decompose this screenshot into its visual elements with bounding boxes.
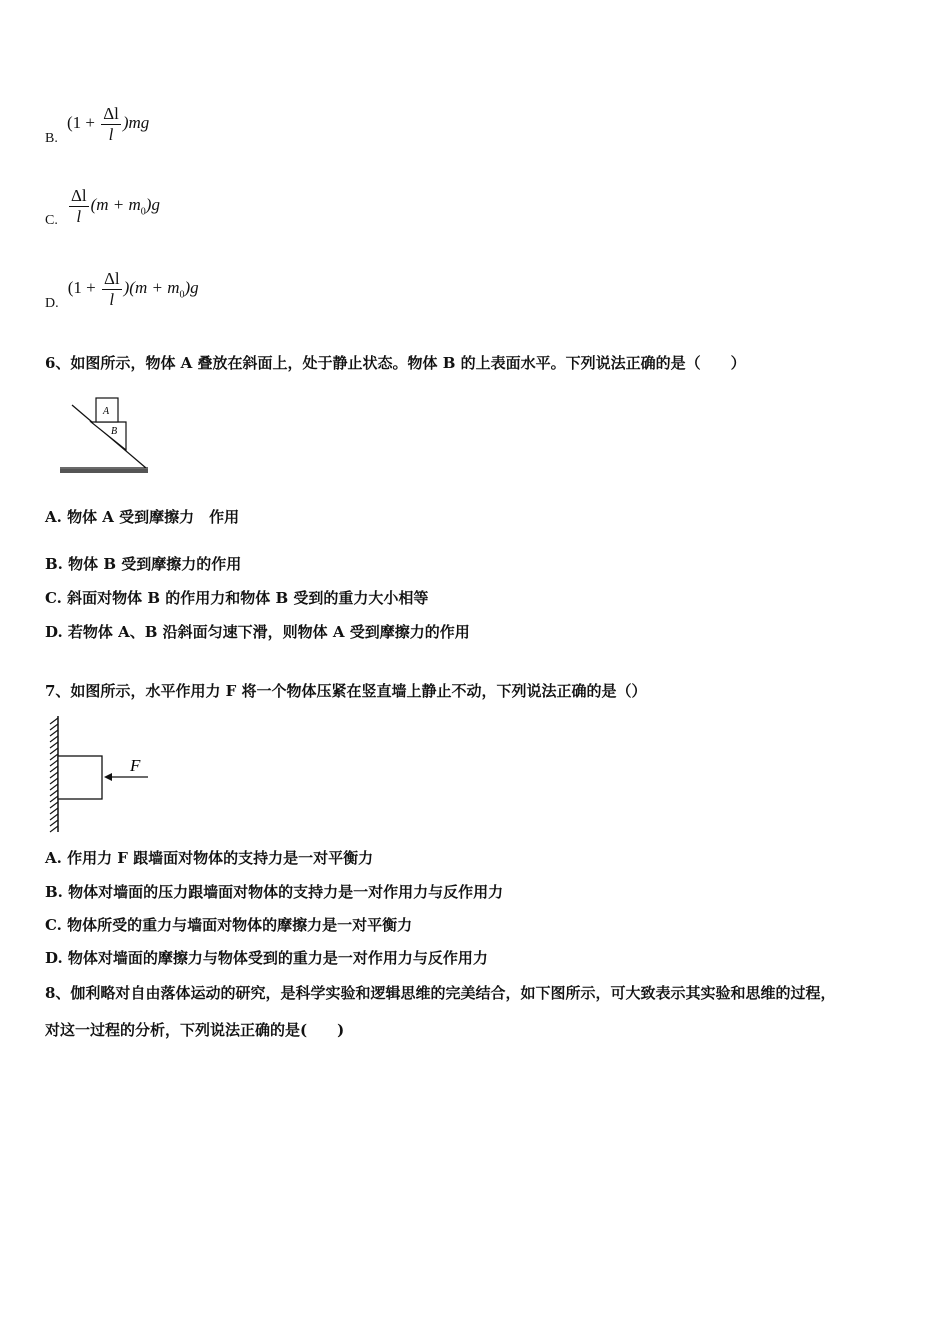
hatch-mark (50, 778, 58, 784)
hatch-mark (50, 784, 58, 790)
q7-option-c: C. 物体所受的重力与墙面对物体的摩擦力是一对平衡力 (45, 916, 413, 934)
hatch-mark (50, 820, 58, 826)
formula-b (66, 104, 150, 144)
formula-part: (1 + (67, 278, 100, 298)
q7-option-b: B. 物体对墙面的压力跟墙面对物体的支持力是一对作用力与反作用力 (45, 883, 504, 901)
hatch-mark (50, 790, 58, 796)
hatch-mark (50, 724, 58, 730)
hatch-mark (50, 742, 58, 748)
fraction (69, 186, 89, 227)
hatch-mark (50, 748, 58, 754)
hatch-mark (50, 772, 58, 778)
wall-hatching (50, 718, 58, 832)
fraction-numerator: Δl (103, 269, 120, 288)
q5-option-d (45, 269, 199, 310)
hatch-mark (50, 814, 58, 820)
formula-part: (m + m (90, 195, 141, 215)
q6-option-b: B. 物体 B 受到摩擦力的作用 (45, 555, 242, 573)
formula-c (67, 186, 160, 226)
fraction (102, 269, 122, 310)
q6-option-d: D. 若物体 A、B 沿斜面匀速下滑，则物体 A 受到摩擦力的作用 (45, 623, 470, 641)
q7-stem: 7、如图所示，水平作用力 F 将一个物体压紧在竖直墙上静止不动，下列说法正确的是（） (45, 682, 647, 700)
q6-option-a: A. 物体 A 受到摩擦力 作用 (45, 508, 240, 526)
block-b (91, 422, 126, 450)
formula-d (67, 269, 199, 309)
q5-option-b (45, 104, 149, 145)
q5-option-c (45, 186, 160, 227)
formula-part: )g (145, 195, 160, 215)
hatch-mark (50, 808, 58, 814)
q7-wall-figure (44, 716, 154, 834)
hatch-mark (50, 754, 58, 760)
q6-incline-figure (58, 394, 150, 478)
option-letter: C. (45, 213, 58, 229)
formula-part: )mg (122, 113, 150, 133)
q8-stem-line2: 对这一过程的分析，下列说法正确的是( ) (45, 1021, 345, 1039)
formula-part: )(m + m (123, 278, 180, 298)
option-letter: B. (45, 131, 58, 147)
fraction-denominator: l (76, 207, 82, 226)
q6-option-c: C. 斜面对物体 B 的作用力和物体 B 受到的重力大小相等 (45, 589, 429, 607)
formula-part: (1 + (66, 113, 100, 133)
q6-stem: 6、如图所示，物体 A 叠放在斜面上，处于静止状态。物体 B 的上表面水平。下列说法正确的是（ ） (45, 354, 746, 372)
hatch-mark (50, 736, 58, 742)
hatch-mark (50, 826, 58, 832)
q7-option-d: D. 物体对墙面的摩擦力与物体受到的重力是一对作用力与反作用力 (45, 949, 488, 967)
formula-subscript: 0 (179, 289, 185, 301)
force-arrow-head (104, 773, 112, 781)
force-label: F (130, 756, 141, 775)
fraction-denominator: l (109, 290, 115, 309)
hatch-mark (50, 796, 58, 802)
ground-hatch (60, 469, 148, 473)
formula-subscript: 0 (140, 206, 146, 218)
block-b-label: B (111, 426, 118, 437)
fraction (101, 104, 121, 145)
hatch-mark (50, 766, 58, 772)
fraction-numerator: Δl (70, 186, 87, 205)
q8-stem-line1: 8、伽利略对自由落体运动的研究，是科学实验和逻辑思维的完美结合，如下图所示，可大致表示其实验和思维的过程， (45, 984, 836, 1002)
hatch-mark (50, 760, 58, 766)
block-a-label: A (103, 406, 110, 417)
q7-option-a: A. 作用力 F 跟墙面对物体的支持力是一对平衡力 (45, 849, 374, 867)
pressed-block (58, 756, 102, 799)
fraction-numerator: Δl (103, 104, 119, 123)
fraction-denominator: l (108, 125, 114, 144)
hatch-mark (50, 718, 58, 724)
hatch-mark (50, 730, 58, 736)
formula-part: )g (184, 278, 199, 298)
option-letter: D. (45, 296, 59, 312)
hatch-mark (50, 802, 58, 808)
